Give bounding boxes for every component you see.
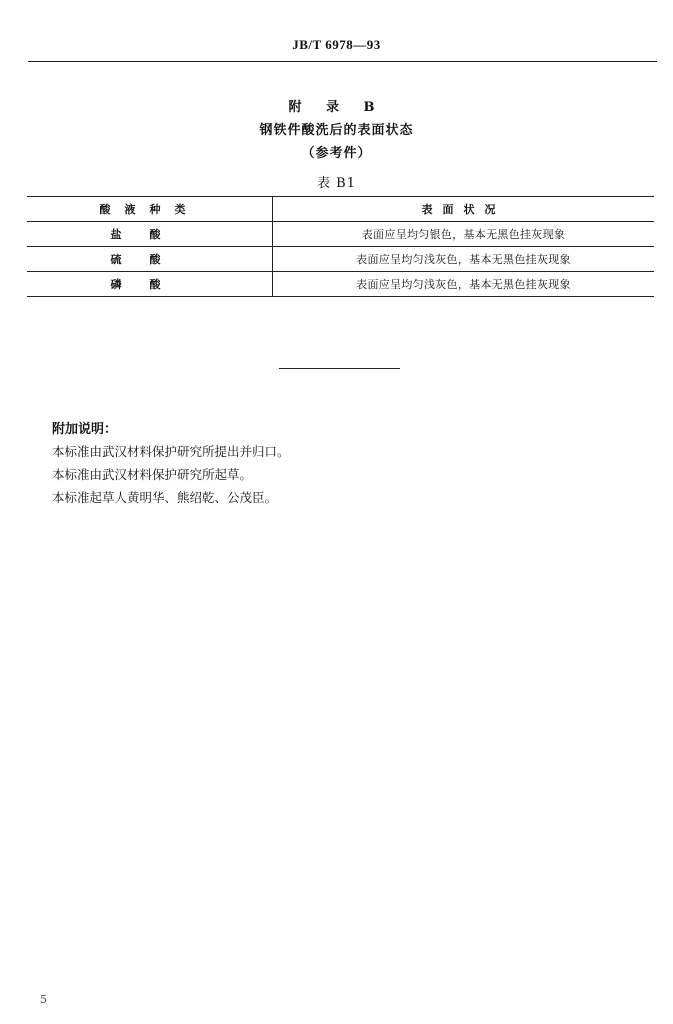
note-item: 本标准起草人黄明华、熊绍乾、公茂臣。 [52, 490, 278, 505]
acid-type-cell: 磷酸 [27, 272, 273, 297]
table-row [27, 222, 654, 247]
table-caption: 表 B1 [317, 176, 356, 191]
surface-state-cell: 表面应呈均匀浅灰色，基本无黑色挂灰现象 [273, 247, 655, 272]
header-divider [28, 61, 657, 62]
column-header-surface-state: 表面状况 [273, 197, 655, 222]
page-number: 5 [40, 993, 47, 1006]
table-header-row [27, 197, 654, 222]
notes-heading: 附加说明： [52, 422, 118, 437]
column-header-acid-type: 酸液种类 [27, 197, 273, 222]
appendix-label: 附 录 B [288, 100, 385, 115]
surface-state-table [27, 196, 654, 297]
acid-type-cell: 硫酸 [27, 247, 273, 272]
surface-state-cell: 表面应呈均匀浅灰色，基本无黑色挂灰现象 [273, 272, 655, 297]
note-item: 本标准由武汉材料保护研究所起草。 [52, 467, 253, 482]
acid-type-cell: 盐酸 [27, 222, 273, 247]
appendix-title: 钢铁件酸洗后的表面状态 [259, 123, 414, 138]
standard-code: JB/T 6978—93 [292, 37, 381, 52]
table-row [27, 272, 654, 297]
note-item: 本标准由武汉材料保护研究所提出并归口。 [52, 444, 290, 459]
surface-state-cell: 表面应呈均匀银色，基本无黑色挂灰现象 [273, 222, 655, 247]
notes-list [52, 440, 290, 509]
end-divider [279, 368, 400, 369]
table-row [27, 247, 654, 272]
appendix-subtitle: （参考件） [301, 146, 372, 161]
